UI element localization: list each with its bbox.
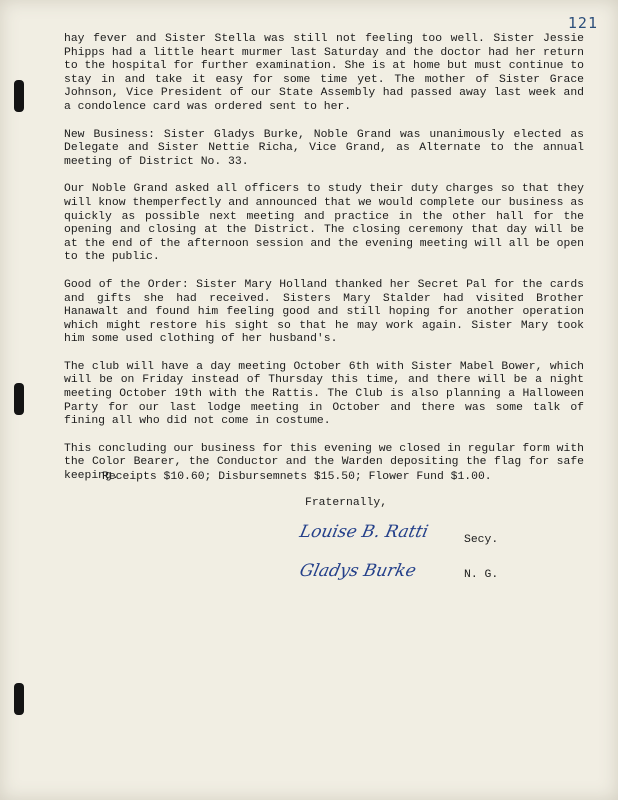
binder-hole <box>14 383 24 415</box>
paragraph-noble-grand: Our Noble Grand asked all officers to study their duty charges so that they will know themperfectly and announced that we would complete our business as quickly as possible next meeting and practice in the other hall for the opening and closing at the District. The closing ceremony that day will be at the end of the afternoon session and the evening meeting will all be open to the public. <box>64 183 584 264</box>
noble-grand-signature: Gladys Burke <box>297 561 418 581</box>
paragraph-club-meetings: The club will have a day meeting October 6th with Sister Mabel Bower, which will be on Friday instead of Thursday this time, and there will be a night meeting October 19th with the Rattis. The Club is also planning a Halloween Party for our last lodge meeting in October and there was some talk of fining all who did not come in costume. <box>64 360 584 428</box>
page-number: 121 <box>567 14 598 32</box>
secretary-signature: Louise B. Ratti <box>297 522 430 542</box>
paragraph-health-news: hay fever and Sister Stella was still not feeling too well. Sister Jessie Phipps had a little heart murmer last Saturday and the doctor had her return to the hospital for further examination. She is at home but must continue to stay in and take it easy for some time yet. The mother of Sister Grace Johnson, Vice President of our State Assembly had passed away last week and a condolence card was ordered sent to her. <box>64 33 584 113</box>
secretary-title: Secy. <box>464 534 499 546</box>
closing-salutation: Fraternally, <box>305 497 388 509</box>
noble-grand-title: N. G. <box>464 569 499 581</box>
binder-hole <box>14 80 24 112</box>
paragraph-new-business: New Business: Sister Gladys Burke, Noble Grand was unanimously elected as Delegate and Sister Nettie Richa, Vice Grand, as Alternate to the annual meeting of District No. 33. <box>64 128 584 168</box>
paragraph-good-of-order: Good of the Order: Sister Mary Holland thanked her Secret Pal for the cards and gifts she had received. Sisters Mary Stalder had visited Brother Hanawalt and found him feeling good and still hoping for another operation which might restore his sight so that he may work again. Sister Mary took him some used clothing of her husband's. <box>64 278 584 346</box>
paragraph-closing-business: This concluding our business for this evening we closed in regular form with the Color Bearer, the Conductor and the Warden depositing the flag for safe keeping. <box>64 442 584 483</box>
minutes-body <box>64 33 584 498</box>
binder-hole <box>14 683 24 715</box>
receipts-line: Receipts $10.60; Disbursemnets $15.50; Flower Fund $1.00. <box>102 471 492 483</box>
